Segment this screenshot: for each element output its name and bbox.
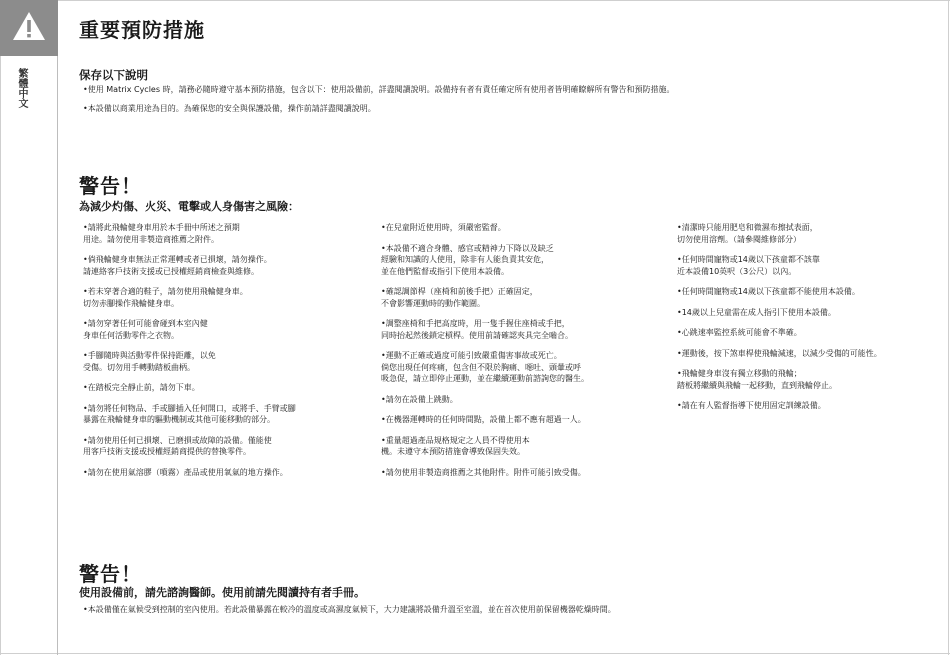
list-item: •心跳速率監控系統可能會不準確。 (677, 328, 802, 337)
list-item: •本設備不適合身體、感官或精神力下降以及缺乏 經驗和知識的人使用，除非有人能負責其安危， 並在他們監督或指引下使用本設備。 (381, 243, 554, 276)
save-instructions-list (83, 84, 933, 122)
second-warning-heading: 警告！ (79, 562, 142, 586)
page-border-right (948, 0, 949, 655)
list-item: •運動後，按下煞車桿使飛輪減速，以減少受傷的可能性。 (677, 348, 882, 358)
list-item: •使用 Matrix Cycles 時，請務必隨時遵守基本預防措施，包含以下：使用設備前，詳盡閱讀說明。設備持有者有責任確定所有使用者皆明確瞭解所有警告和預防措施。 (83, 85, 675, 94)
list-item: •請在有人監督指導下使用固定訓練設備。 (677, 401, 826, 410)
list-item: •請勿在設備上跳動。 (381, 394, 458, 404)
warning-heading: 警告！ (79, 174, 142, 198)
list-item: •請勿將任何物品、手或腳插入任何開口，或將手、手臂或腳 暴露在飛輪健身車的驅動機制或其他可能移動的部分。 (83, 403, 296, 424)
page-title: 重要預防措施 (79, 18, 205, 42)
warning-triangle-icon (11, 10, 47, 42)
page-border-bottom (0, 653, 950, 654)
list-item: •清潔時只能用肥皂和微濕布擦拭表面， 切勿使用溶劑。（請參閱維修部分） (677, 223, 818, 244)
list-item: •請勿使用非製造商推薦之其他附件。附件可能引致受傷。 (381, 467, 586, 477)
list-item: •重量超過產品規格規定之人員不得使用本 機。未遵守本預防措施會導致保固失效。 (381, 435, 530, 456)
list-item: •在機器運轉時的任何時間點，設備上都不應有超過一人。 (381, 415, 586, 424)
second-warning-list (83, 604, 943, 615)
page-border-top (0, 0, 950, 1)
save-instructions-heading: 保存以下說明 (79, 68, 148, 82)
warning-subheading: 為減少灼傷、火災、電擊或人身傷害之風險： (79, 200, 299, 213)
list-item: •本設備僅在氣候受到控制的室內使用。若此設備暴露在較冷的溫度或高濕度氣候下，大力建議將設備升溫至室溫，並在首次使用前保留機器乾燥時間。 (83, 605, 616, 614)
warning-column-2 (381, 222, 671, 487)
side-strip (0, 0, 58, 655)
list-item: •若未穿著合適的鞋子，請勿使用飛輪健身車。 切勿赤腳操作飛輪健身車。 (83, 287, 248, 308)
list-item: •調整座椅和手把高度時，用一隻手握住座椅或手把， 同時抬起然後鎖定槓桿。使用前請確認夾具完全嚙合。 (381, 319, 573, 340)
list-item: •運動不正確或過度可能引致嚴重傷害事故或死亡。 倘您出現任何疼痛，包含但不限於胸痛、噁吐、頭暈或呼 吸急促，請立即停止運動，並在繼續運動前諮詢您的醫生。 (381, 351, 589, 383)
warning-badge (0, 0, 58, 56)
list-item: •請將此飛輪健身車用於本手冊中所述之預期 用途。請勿使用非製造商推薦之附件。 (83, 223, 240, 244)
warning-column-3 (677, 222, 942, 421)
list-item: •手腳隨時與活動零件保持距離，以免 受傷。切勿用手轉動踏板曲柄。 (83, 351, 216, 372)
list-item: •倘飛輪健身車無法正常運轉或者已損壞，請勿操作。 請連絡客戶技術支援或已授權經銷商檢查與維修。 (83, 255, 272, 276)
list-item: •請勿穿著任何可能會碰到本室內健 身車任何活動零件之衣物。 (83, 319, 208, 340)
list-item: •任何時間寵物或14歲以下孩童都不能使用本設備。 (677, 287, 860, 296)
list-item: •請勿在使用氣溶膠（噴霧）產品或使用氧氣的地方操作。 (83, 467, 288, 477)
warning-column-1 (83, 222, 368, 487)
list-item: •任何時間寵物或14歲以下孩童都不該靠 近本設備10英呎（3公尺）以內。 (677, 255, 820, 276)
language-tab: 繁體中文 (16, 68, 27, 108)
list-item: •本設備以商業用途為目的。為確保您的安全與保護設備，操作前請詳盡閱讀說明。 (83, 104, 376, 113)
list-item: •在兒童附近使用時，須嚴密監督。 (381, 223, 506, 232)
list-item: •飛輪健身車沒有獨立移動的飛輪； 踏板將繼續與飛輪一起移動，直到飛輪停止。 (677, 369, 837, 390)
list-item: •在踏板完全靜止前，請勿下車。 (83, 383, 200, 392)
list-item: •確認調節桿（座椅和前後手把）正確固定， 不會影響運動時的動作範圍。 (381, 287, 538, 308)
list-item: •請勿使用任何已損壞、已磨損或故障的設備。僅能使 用客戶技術支援或授權經銷商提供的替換零件。 (83, 435, 272, 456)
list-item: •14歲以上兒童需在成人指引下使用本設備。 (677, 307, 836, 317)
second-warning-subheading: 使用設備前，請先諮詢醫師。使用前請先閱讀持有者手冊。 (79, 586, 365, 599)
